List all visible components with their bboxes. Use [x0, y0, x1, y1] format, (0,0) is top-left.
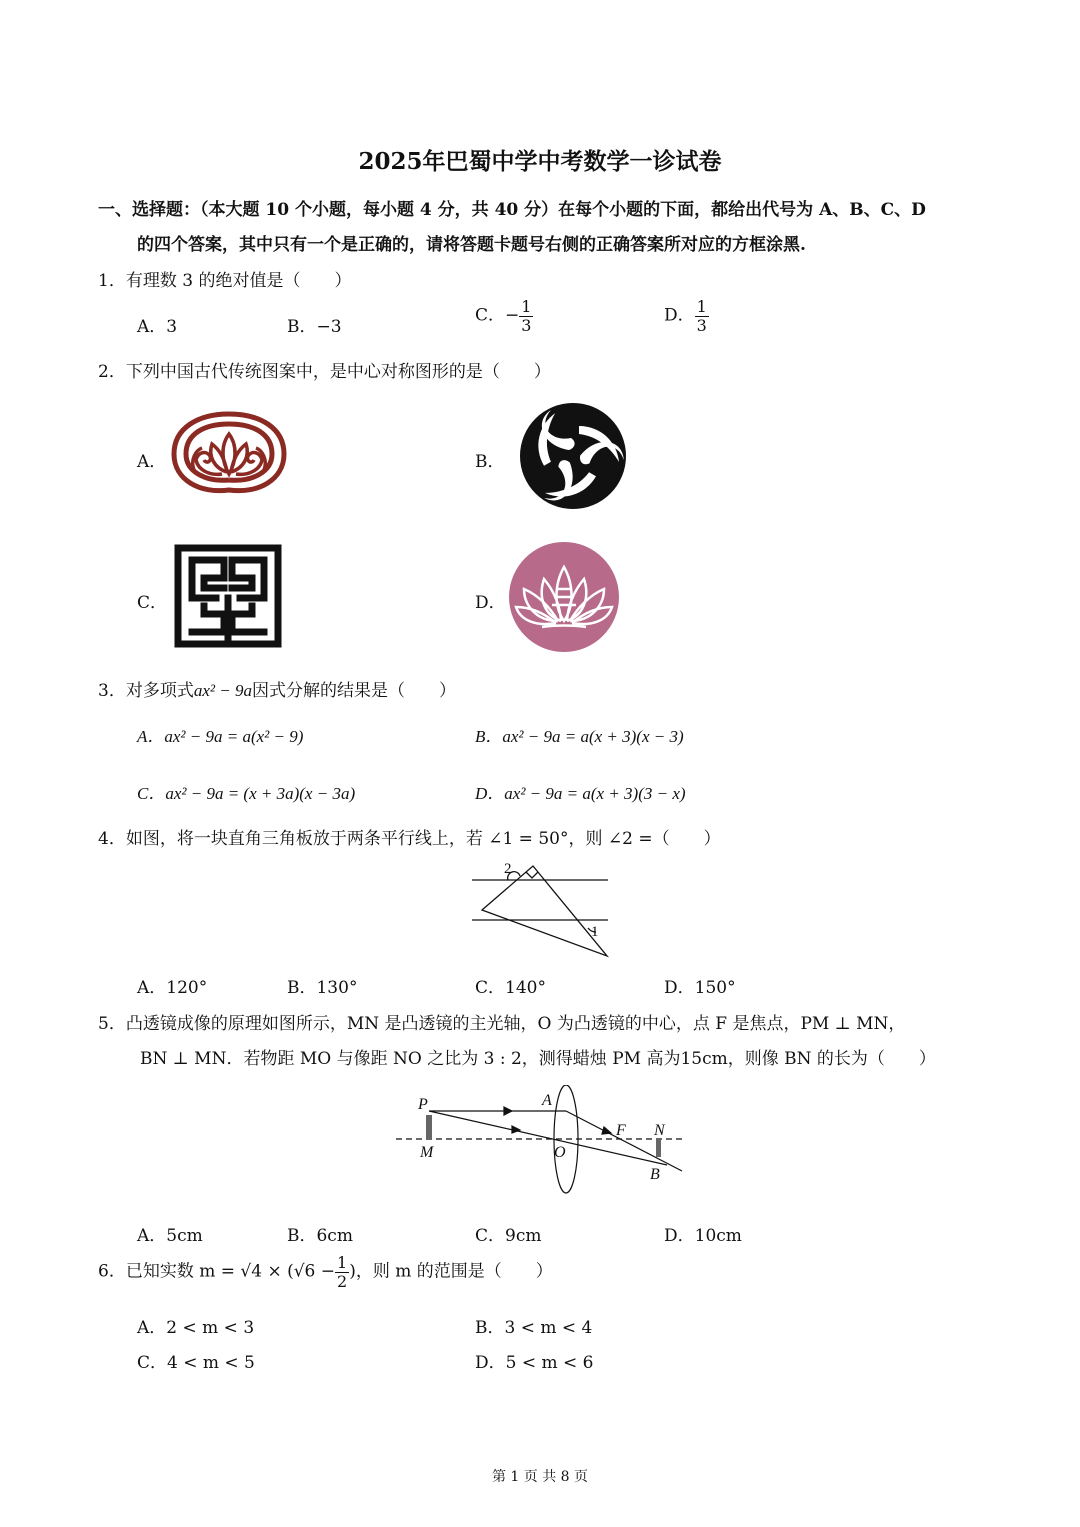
question-6-stem: [98, 1254, 553, 1290]
question-3-stem: [98, 676, 456, 701]
q6-stem-post: )，则 m 的范围是（ ）: [349, 1261, 553, 1282]
pattern-b-image: [518, 401, 628, 511]
pattern-d-image: [508, 542, 620, 652]
section-heading-line1: 一、选择题：（本大题 10 个小题，每小题 4 分，共 40 分）在每个小题的下面，都给出代号为 A、B、C、D: [98, 200, 926, 220]
q5-label-b: B: [650, 1166, 660, 1183]
question-4-stem: 4．如图，将一块直角三角板放于两条平行线上，若 ∠1 = 50°，则 ∠2 =（ ）: [98, 829, 721, 849]
q5-label-f: F: [616, 1122, 626, 1139]
q5-option-b: B．6cm: [287, 1226, 353, 1246]
q4-triangle-figure: [468, 858, 613, 962]
question-2-stem: 2．下列中国古代传统图案中，是中心对称图形的是（ ）: [98, 362, 551, 382]
q1-d-denominator: 3: [696, 315, 707, 335]
q1-c-denominator: 3: [521, 315, 532, 335]
q1-option-a: A．3: [137, 317, 178, 337]
page-footer: 第 1 页 共 8 页: [491, 1469, 589, 1485]
q5-option-a: A．5cm: [137, 1226, 203, 1246]
pattern-a-image: [170, 410, 288, 498]
q2-option-c-label: C．: [137, 593, 168, 613]
question-1-stem: 1．有理数 3 的绝对值是（ ）: [98, 271, 352, 291]
q1-option-d: [664, 298, 709, 334]
question-5-line1: 5．凸透镜成像的原理如图所示，MN 是凸透镜的主光轴，O 为凸透镜的中心，点 F 是焦点，PM ⊥ MN，: [98, 1014, 906, 1034]
q5-option-c: C．9cm: [475, 1226, 542, 1246]
q3-option-c: C．ax² − 9a = (x + 3a)(x − 3a): [137, 784, 356, 803]
question-5-line2: BN ⊥ MN．若物距 MO 与像距 NO 之比为 3 : 2，测得蜡烛 PM 高为15cm，则像 BN 的长为（ ）: [140, 1049, 936, 1069]
q6-option-a: A．2 < m < 3: [137, 1318, 255, 1338]
q4-option-c: C．140°: [475, 978, 546, 998]
q1-option-c-label: C．: [475, 305, 506, 326]
q3-stem-post: 因式分解的结果是（ ）: [251, 681, 456, 701]
q6-option-b: B．3 < m < 4: [475, 1318, 593, 1338]
section-heading-line2: 的四个答案，其中只有一个是正确的，请将答题卡题号右侧的正确答案所对应的方框涂黑.: [137, 235, 806, 255]
q6-stem-pre: 6．已知实数 m = √4 × (√6 −: [98, 1261, 336, 1282]
q1-d-numerator: 1: [696, 297, 707, 316]
q1-c-numerator: 1: [521, 297, 532, 316]
q6-option-d: D．5 < m < 6: [475, 1353, 594, 1373]
q5-label-o: O: [554, 1144, 566, 1161]
q4-option-d: D．150°: [664, 978, 736, 998]
page-title: 2025年巴蜀中学中考数学一诊试卷: [358, 148, 722, 175]
q5-option-d: D．10cm: [664, 1226, 742, 1246]
q4-angle-1-label: 1: [591, 924, 599, 940]
q4-option-a: A．120°: [137, 978, 208, 998]
q1-option-b: B．−3: [287, 317, 342, 337]
q1-option-c: [475, 298, 533, 334]
q3-option-d: D．ax² − 9a = a(x + 3)(3 − x): [475, 784, 686, 803]
q2-option-a-label: A．: [137, 452, 167, 472]
q2-option-d-label: D．: [475, 593, 506, 613]
q4-angle-2-label: 2: [504, 861, 512, 877]
q2-option-b-label: B．: [475, 452, 505, 472]
q1-option-d-label: D．: [664, 305, 695, 326]
q4-option-b: B．130°: [287, 978, 358, 998]
q3-stem-expression: ax² − 9a: [193, 681, 252, 700]
q3-option-b: B．ax² − 9a = a(x + 3)(x − 3): [475, 727, 684, 746]
q5-label-a: A: [542, 1092, 552, 1109]
pattern-c-image: [174, 544, 282, 648]
q1-option-c-sign: −: [505, 305, 520, 326]
q5-lens-figure: [392, 1085, 692, 1197]
q5-label-p: P: [418, 1096, 428, 1113]
q6-frac-denominator: 2: [337, 1271, 348, 1291]
q6-option-c: C．4 < m < 5: [137, 1353, 255, 1373]
q6-frac-numerator: 1: [337, 1253, 348, 1272]
q3-stem-pre: 3．对多项式: [98, 681, 194, 701]
q5-label-m: M: [420, 1144, 434, 1161]
q5-label-n: N: [654, 1122, 665, 1139]
q3-option-a: A．ax² − 9a = a(x² − 9): [137, 727, 304, 746]
